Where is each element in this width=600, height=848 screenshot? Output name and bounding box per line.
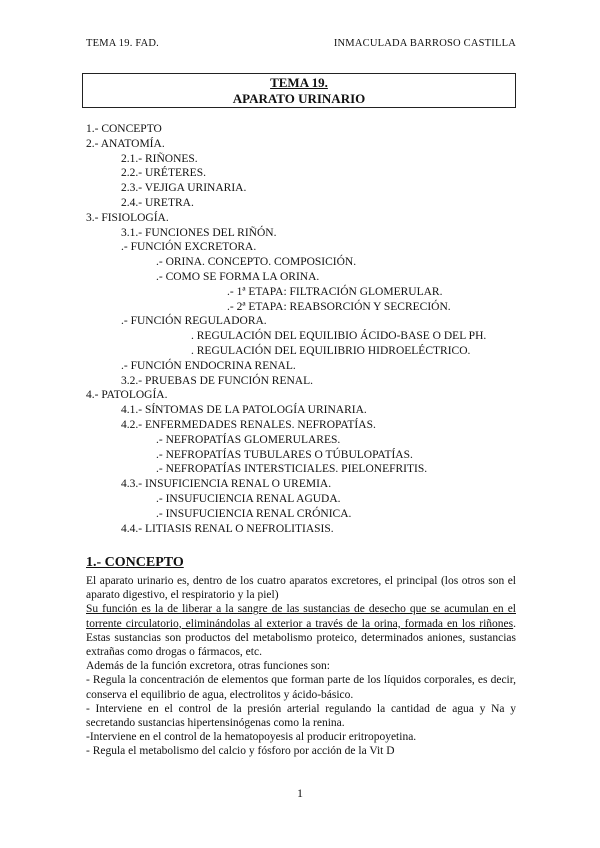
- underlined-text: Su función es la de liberar a la sangre de las sustancias de desecho que se acumulan en el torrente circulatorio, eliminándolas al exterior a través de la orina, formada en los riñones: [86, 603, 516, 630]
- toc-entry: .- INSUFUCIENCIA RENAL AGUDA.: [156, 493, 341, 505]
- toc-entry: 4.- PATOLOGÍA.: [86, 389, 168, 402]
- list-item-calcium: - Regula el metabolismo del calcio y fósforo por acción de la Vit D: [86, 745, 395, 758]
- page-number: 1: [297, 786, 303, 800]
- toc-entry: .- FUNCIÓN ENDOCRINA RENAL.: [121, 359, 296, 372]
- document-title-box: [82, 73, 516, 108]
- toc-entry: 3.1.- FUNCIONES DEL RIÑÓN.: [121, 226, 277, 239]
- toc-entry: .- NEFROPATÍAS GLOMERULARES.: [156, 433, 341, 446]
- paragraph-other-functions: Además de la función excretora, otras funciones son:: [86, 660, 330, 673]
- list-item-regulation: - Regula la concentración de elementos que forman parte de los líquidos corporales, es decir, conserva el equilibrio de agua, electrolitos y ácido-básico.: [86, 674, 516, 701]
- running-header-left: TEMA 19. FAD.: [86, 38, 159, 49]
- toc-entry: .- FUNCIÓN EXCRETORA.: [121, 241, 257, 254]
- toc-entry: 3.2.- PRUEBAS DE FUNCIÓN RENAL.: [121, 374, 313, 387]
- toc-entry: 3.- FISIOLOGÍA.: [86, 211, 169, 224]
- toc-entry: .- INSUFUCIENCIA RENAL CRÓNICA.: [156, 507, 352, 520]
- paragraph-function: [86, 602, 516, 659]
- toc-entry: .- NEFROPATÍAS INTERSTICIALES. PIELONEFRITIS.: [156, 463, 428, 476]
- toc-entry: 2.- ANATOMÍA.: [86, 137, 165, 150]
- toc-entry: .- COMO SE FORMA LA ORINA.: [156, 271, 320, 283]
- toc-entry: 2.1.- RIÑONES.: [121, 152, 198, 165]
- paragraph-function-rest: . Estas sustancias son productos del metabolismo proteico, determinados aniones, sustancias extrañas como drogas o fármacos, etc.: [86, 617, 516, 659]
- toc-entry: 2.3.- VEJIGA URINARIA.: [121, 182, 247, 195]
- toc-entry: .- NEFROPATÍAS TUBULARES O TÚBULOPATÍAS.: [156, 448, 413, 461]
- title-line-2: APARATO URINARIO: [232, 90, 366, 106]
- toc-entry: 4.2.- ENFERMEDADES RENALES. NEFROPATÍAS.: [121, 419, 376, 431]
- toc-entry: .- FUNCIÓN REGULADORA.: [121, 315, 267, 328]
- toc-entry: 2.2.- URÉTERES.: [121, 167, 206, 180]
- list-item-pressure: - Interviene en el control de la presión arterial regulando la cantidad de agua y Na y secretando sustancias hipertensinógenas como la renina.: [86, 702, 516, 730]
- list-item-hematopoiesis: -Interviene en el control de la hematopoyesis al producir eritropoyetina.: [86, 731, 417, 744]
- toc-entry: .- 2ª ETAPA: REABSORCIÓN Y SECRECIÓN.: [227, 300, 451, 313]
- paragraph-intro: El aparato urinario es, dentro de los cuatro aparatos excretores, el principal (los otros son el aparato digestivo, el respiratorio y la piel): [86, 575, 516, 602]
- toc-entry: 4.4.- LITIASIS RENAL O NEFROLITIASIS.: [121, 522, 334, 535]
- toc-entry: .- 1ª ETAPA: FILTRACIÓN GLOMERULAR.: [227, 285, 443, 298]
- toc-entry: .- ORINA. CONCEPTO. COMPOSICIÓN.: [156, 256, 357, 269]
- section-heading: 1.- CONCEPTO: [86, 555, 184, 570]
- title-line-1: TEMA 19.: [270, 75, 328, 90]
- toc-entry: 4.1.- SÍNTOMAS DE LA PATOLOGÍA URINARIA.: [121, 404, 367, 417]
- toc-entry: . REGULACIÓN DEL EQUILIBRIO HIDROELÉCTRICO.: [191, 345, 471, 357]
- section-concepto: [86, 555, 516, 759]
- running-header-right: INMACULADA BARROSO CASTILLA: [333, 38, 516, 49]
- toc-entry: 4.3.- INSUFICIENCIA RENAL O UREMIA.: [121, 478, 332, 491]
- toc-entry: 2.4.- URETRA.: [121, 197, 194, 209]
- toc-entry: 1.- CONCEPTO: [86, 123, 162, 135]
- toc-entry: . REGULACIÓN DEL EQUILIBIO ÁCIDO-BASE O DEL PH.: [191, 330, 487, 343]
